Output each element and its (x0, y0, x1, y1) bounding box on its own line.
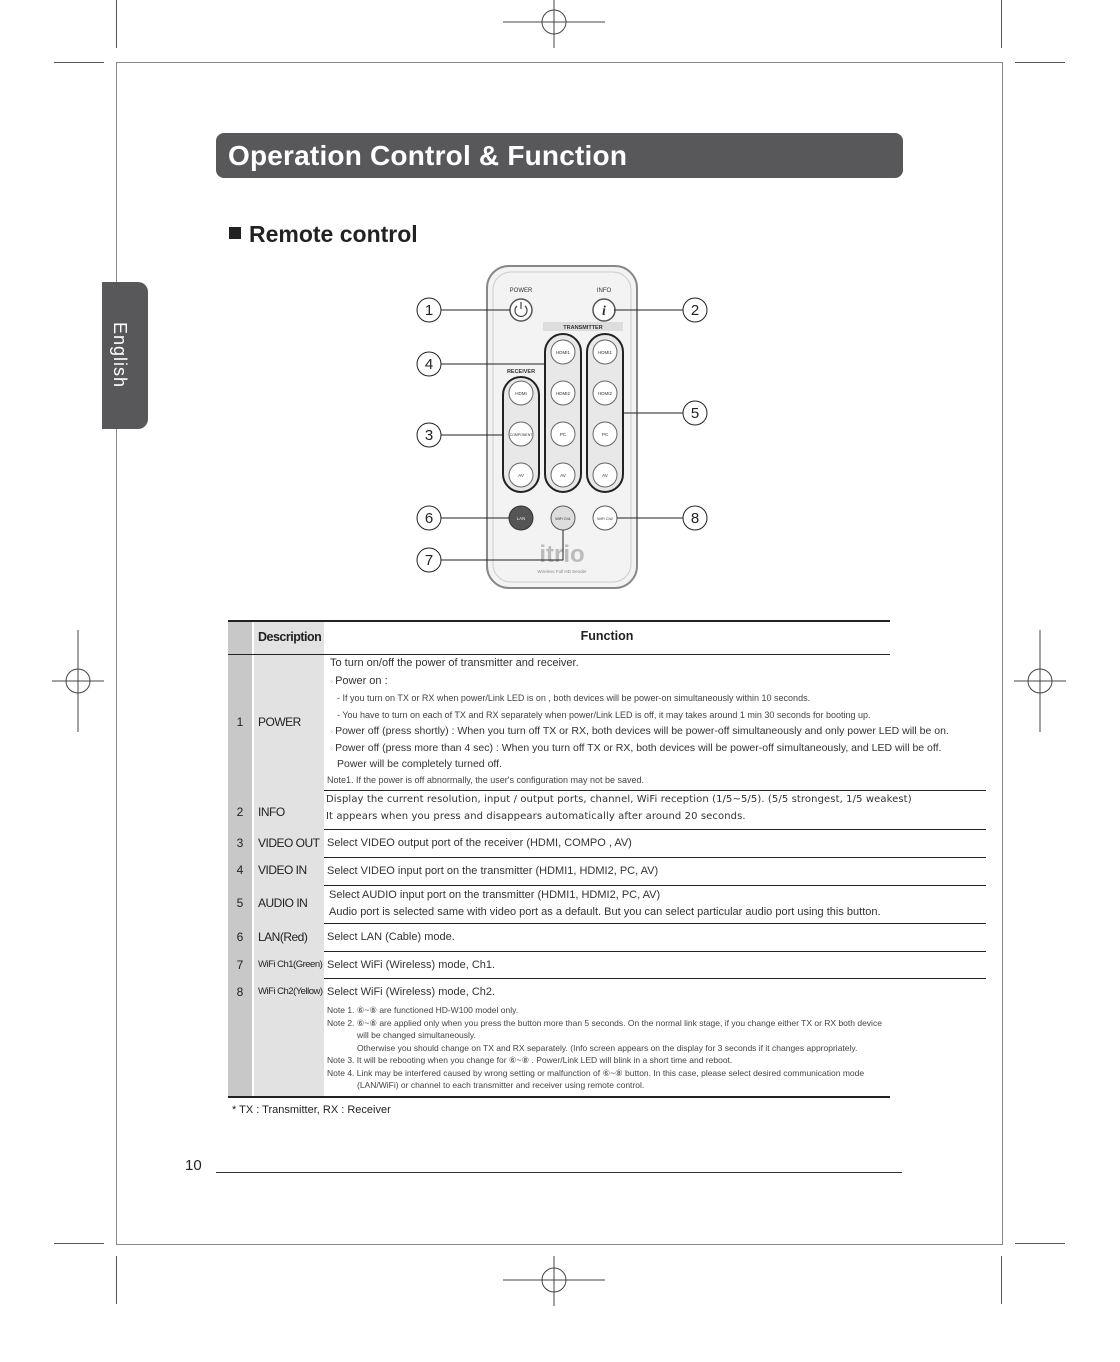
rx-component-label: COMPONENT (509, 433, 533, 437)
section-header: Operation Control & Function (216, 133, 903, 178)
row-1-line: ◦ Power off (press more than 4 sec) : When you turn off TX or RX, both devices will be power-off simultaneously, and LED will be off. (330, 742, 942, 754)
row-8-line: Select WiFi (Wireless) mode, Ch2. (327, 986, 496, 998)
row-1-line: ◦ Power off (press shortly) : When you turn off TX or RX, both devices will be power-off simultaneously and only power LED will be on. (330, 725, 949, 737)
row-7-description: WiFi Ch1(Green) (258, 959, 323, 970)
row-1-description: POWER (258, 715, 301, 729)
callout-7-label: 7 (424, 552, 434, 569)
crop-mark (54, 1243, 104, 1244)
wifi-ch1-label: WiFi Ch1 (555, 517, 571, 521)
brand-tagline: Wireless Full HD Sender (537, 569, 587, 574)
row-4-number: 4 (236, 863, 244, 877)
footnote: * TX : Transmitter, RX : Receiver (232, 1104, 391, 1116)
tx2-hdmi2-label: HDMI2 (597, 391, 613, 396)
row-8-note: Note 4. Link may be interfered caused by wrong setting or malfunction of ⑥~⑧ button. In this case, please select desired communication mode (327, 1068, 865, 1078)
row-1-line-text: Power off (press shortly) : When you turn off TX or RX, both devices will be power-off simultaneously and only power LED will be on. (335, 725, 949, 737)
row-5-number: 5 (236, 896, 244, 910)
row-2-description: INFO (258, 805, 285, 819)
callout-4-label: 4 (424, 356, 434, 373)
table-rule (228, 1096, 890, 1098)
table-number-column (228, 620, 252, 1097)
callout-5-label: 5 (690, 405, 700, 422)
row-8-description: WiFi Ch2(Yellow) (258, 986, 323, 997)
crop-mark (1001, 1256, 1002, 1304)
crop-mark (54, 62, 104, 63)
row-8-note: will be changed simultaneously. (357, 1030, 476, 1040)
info-label: INFO (596, 288, 612, 294)
crop-mark (116, 1256, 117, 1304)
footer-rule (216, 1172, 902, 1173)
table-rule (228, 620, 890, 622)
table-rule (324, 885, 986, 886)
wifi-ch2-label: WiFi Ch2 (597, 517, 613, 521)
row-8-note: Note 1. ⑥~⑧ are functioned HD-W100 model only. (327, 1005, 519, 1015)
rx-av-label: AV (518, 473, 524, 478)
row-1-line: ◦ Power on : (330, 675, 388, 687)
row-1-note: Note1. If the power is off abnormally, the user's configuration may not be saved. (327, 775, 645, 785)
row-5-description: AUDIO IN (258, 896, 308, 910)
tx1-hdmi2-label: HDMI2 (555, 391, 571, 396)
table-rule (324, 829, 986, 830)
table-description-column (254, 620, 324, 1097)
row-1-line-text: Power off (press more than 4 sec) : When you turn off TX or RX, both devices will be power-off simultaneously, and LED will be off. (335, 742, 942, 754)
subheading-text: Remote control (249, 221, 418, 247)
row-8-note: (LAN/WiFi) or channel to each transmitter and receiver using remote control. (357, 1080, 645, 1090)
row-8-note: Note 3. It will be rebooting when you change for ⑥~⑧ . Power/Link LED will blink in a short time and reboot. (327, 1055, 733, 1065)
row-5-line: Audio port is selected same with video port as a default. But you can select particular audio port using this button. (329, 906, 881, 918)
remote-control-illustration (410, 262, 720, 592)
subheading (229, 221, 418, 248)
lan-label: LAN (516, 516, 526, 521)
table-rule (228, 654, 890, 655)
tx1-pc-label: PC (559, 432, 567, 437)
brand-logo: itrio (539, 541, 585, 568)
row-7-line: Select WiFi (Wireless) mode, Ch1. (327, 959, 496, 971)
row-2-line: It appears when you press and disappears automatically after around 20 seconds. (326, 811, 746, 822)
callout-1-label: 1 (424, 302, 434, 319)
callout-3-label: 3 (424, 427, 434, 444)
rx-hdmi-label: HDMI (515, 391, 527, 396)
row-3-description: VIDEO OUT (258, 836, 320, 850)
registration-mark-left (52, 630, 104, 732)
registration-mark-top (503, 0, 605, 48)
receiver-label: RECEIVER (506, 369, 536, 375)
row-6-line: Select LAN (Cable) mode. (327, 931, 455, 943)
row-3-number: 3 (236, 836, 244, 850)
row-1-line: - You have to turn on each of TX and RX separately when power/Link LED is off, it may takes around 1 min 30 seconds for booting up. (337, 710, 871, 720)
transmitter-label: TRANSMITTER (563, 325, 603, 331)
crop-mark (1015, 62, 1065, 63)
row-5-line: Select AUDIO input port on the transmitter (HDMI1, HDMI2, PC, AV) (329, 889, 661, 901)
table-rule (324, 923, 986, 924)
row-1-line: Power will be completely turned off. (337, 758, 502, 770)
language-tab-label: English (110, 322, 130, 389)
table-rule (324, 951, 986, 952)
row-3-line: Select VIDEO output port of the receiver (HDMI, COMPO , AV) (327, 837, 632, 849)
row-1-line: To turn on/off the power of transmitter and receiver. (330, 657, 579, 669)
row-4-description: VIDEO IN (258, 863, 307, 877)
row-7-number: 7 (236, 958, 244, 972)
table-rule (324, 978, 986, 979)
row-8-note: Note 2. ⑥~⑧ are applied only when you press the button more than 5 seconds. On the normal link stage, if you change either TX or RX both device (327, 1018, 882, 1028)
row-8-number: 8 (236, 985, 244, 999)
tx2-pc-label: PC (601, 432, 609, 437)
tx2-hdmi1-label: HDMI1 (597, 350, 613, 355)
tx1-hdmi1-label: HDMI1 (555, 350, 571, 355)
row-4-line: Select VIDEO input port on the transmitter (HDMI1, HDMI2, PC, AV) (327, 865, 659, 877)
row-2-line: Display the current resolution, input / output ports, channel, WiFi reception (1/5~5/5). (5/5 strongest, 1/5 weakest) (326, 794, 912, 805)
tx2-av-label: AV (602, 473, 608, 478)
crop-mark (1015, 1243, 1065, 1244)
info-icon: i (602, 304, 606, 319)
tx1-av-label: AV (560, 473, 566, 478)
row-6-description: LAN(Red) (258, 930, 308, 944)
square-bullet-icon (229, 227, 241, 239)
table-rule (324, 790, 986, 791)
function-table (228, 620, 949, 1098)
page-number: 10 (185, 1157, 202, 1174)
power-label: POWER (509, 288, 533, 294)
row-6-number: 6 (236, 930, 244, 944)
row-1-number: 1 (236, 715, 244, 729)
table-rule (324, 857, 986, 858)
header-function: Function (580, 629, 634, 643)
registration-mark-bottom (503, 1256, 605, 1306)
crop-mark (1001, 0, 1002, 48)
row-8-note: Otherwise you should change on TX and RX separately. (Info screen appears on the display for 3 seconds if it changes appropriately. (357, 1043, 858, 1053)
registration-mark-right (1014, 630, 1066, 732)
callout-6-label: 6 (424, 510, 434, 527)
row-1-line-text: Power on : (335, 675, 388, 687)
header-description: Description (258, 630, 322, 644)
row-1-line: - If you turn on TX or RX when power/Link LED is on , both devices will be power-on simultaneously within 10 seconds. (337, 693, 811, 703)
crop-mark (116, 0, 117, 48)
callout-8-label: 8 (690, 510, 700, 527)
row-2-number: 2 (236, 805, 244, 819)
language-tab (102, 282, 148, 429)
callout-2-label: 2 (690, 302, 700, 319)
